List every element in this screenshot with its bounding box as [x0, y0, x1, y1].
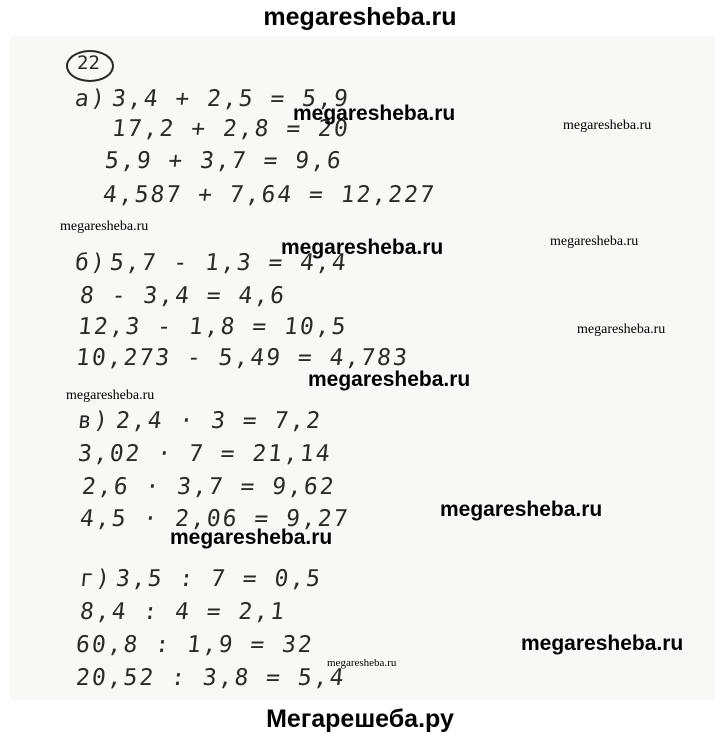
- section-a-label: а): [73, 86, 109, 112]
- section-v-line-1: 2,4 · 3 = 7,2: [114, 408, 324, 434]
- watermark: megaresheba.ru: [308, 368, 471, 391]
- section-v-label: в): [76, 408, 112, 434]
- watermark: megaresheba.ru: [170, 526, 333, 549]
- section-g-line-1: 3,5 : 7 = 0,5: [114, 566, 324, 592]
- watermark: megaresheba.ru: [66, 388, 155, 403]
- section-v-line-2: 3,02 · 7 = 21,14: [76, 441, 333, 467]
- section-a-line-3: 5,9 + 3,7 = 9,6: [103, 148, 345, 174]
- section-b-line-4: 10,273 - 5,49 = 4,783: [74, 345, 411, 371]
- watermark: megaresheba.ru: [281, 236, 444, 259]
- section-a-line-2: 17,2 + 2,8 = 20: [110, 116, 352, 142]
- site-header: megaresheba.ru: [263, 3, 457, 31]
- section-b-label: б): [73, 250, 109, 276]
- watermark: megaresheba.ru: [563, 118, 652, 133]
- section-g-line-2: 8,4 : 4 = 2,1: [78, 599, 288, 625]
- site-footer: Мегарешеба.ру: [266, 705, 454, 733]
- watermark: megaresheba.ru: [550, 234, 639, 249]
- watermark: megaresheba.ru: [577, 322, 666, 337]
- section-g-line-4: 20,52 : 3,8 = 5,4: [74, 665, 347, 691]
- watermark: megaresheba.ru: [440, 498, 603, 521]
- section-g-label: г): [78, 566, 114, 592]
- section-v-line-4: 4,5 · 2,06 = 9,27: [78, 506, 351, 532]
- section-v-line-3: 2,6 · 3,7 = 9,62: [80, 474, 337, 500]
- watermark: megaresheba.ru: [521, 632, 684, 655]
- section-g-line-3: 60,8 : 1,9 = 32: [74, 632, 316, 658]
- section-a-line-4: 4,587 + 7,64 = 12,227: [101, 182, 438, 208]
- section-b-line-1: 5,7 - 1,3 = 4,4: [108, 250, 350, 276]
- section-b-line-3: 12,3 - 1,8 = 10,5: [76, 314, 349, 340]
- watermark: megaresheba.ru: [293, 102, 456, 125]
- watermark: megaresheba.ru: [60, 219, 149, 234]
- task-number: 22: [77, 52, 100, 74]
- watermark: megaresheba.ru: [327, 657, 397, 669]
- section-a-line-1: 3,4 + 2,5 = 5,9: [110, 86, 352, 112]
- section-b-line-2: 8 - 3,4 = 4,6: [78, 283, 288, 309]
